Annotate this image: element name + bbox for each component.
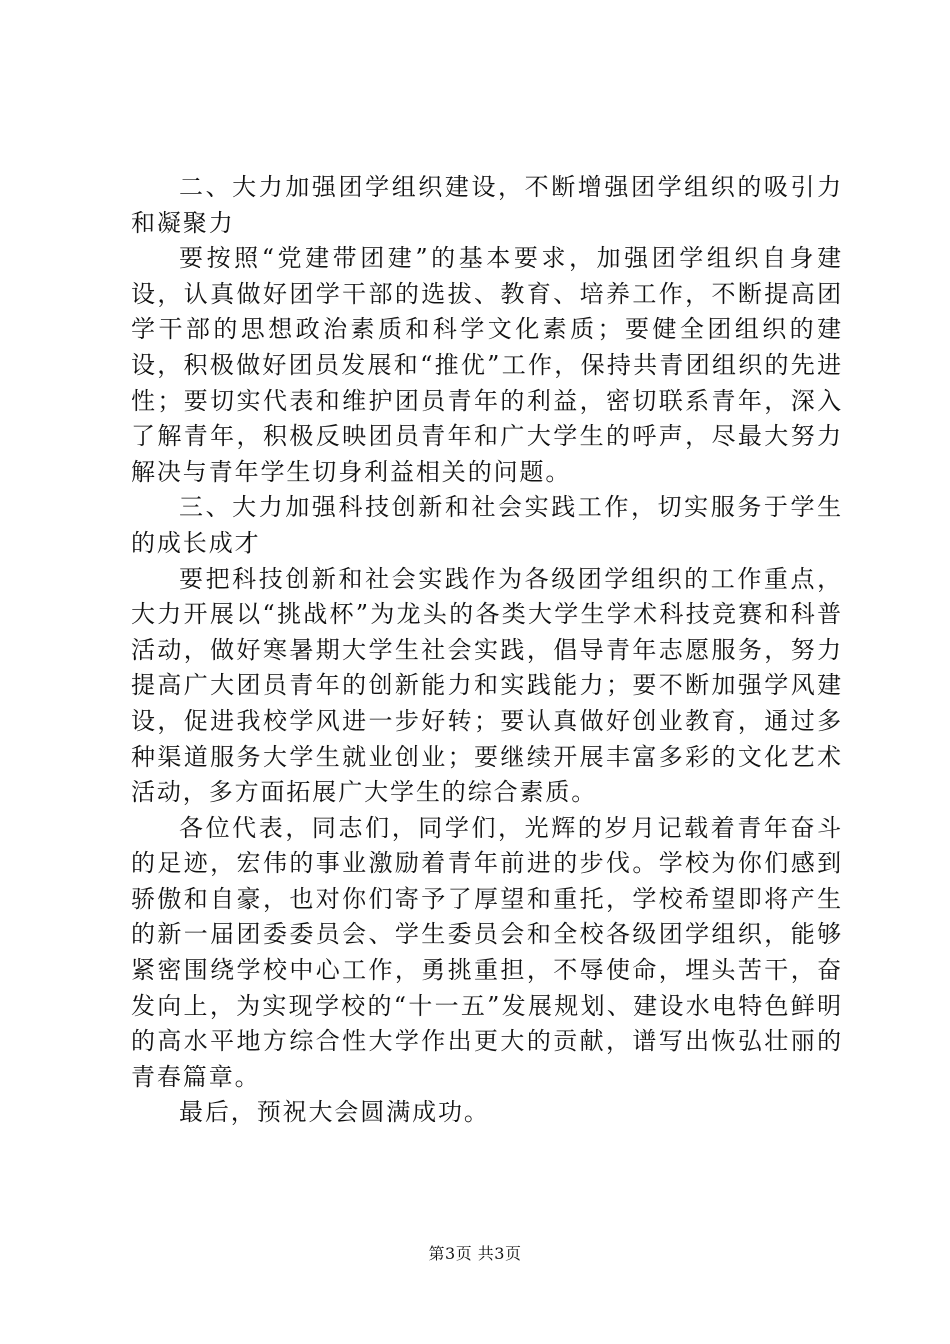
body-paragraph: 要按照“党建带团建”的基本要求，加强团学组织自身建设，认真做好团学干部的选拔、教育、培养工作，不断提高团学干部的思想政治素质和科学文化素质；要健全团组织的建设，积极做好团员发展和“推优”工作，保持共青团组织的先进性；要切实代表和维护团员青年的利益，密切联系青年，深入了解青年，积极反映团员青年和广大学生的呼声，尽最大努力解决与青年学生切身利益相关的问题。 (131, 244, 843, 486)
section-heading-2: 二、大力加强团学组织建设，不断增强团学组织的吸引力和凝聚力 (131, 173, 843, 237)
page-number-footer: 第3页 共3页 (428, 1244, 522, 1263)
final-wish: 最后，预祝大会圆满成功。 (179, 1098, 490, 1127)
document-body (131, 170, 843, 1131)
body-paragraph: 要把科技创新和社会实践作为各级团学组织的工作重点，大力开展以“挑战杯”为龙头的各类大学生学术科技竞赛和科普活动，做好寒暑期大学生社会实践，倡导青年志愿服务，努力提高广大团员青年的创新能力和实践能力；要不断加强学风建设，促进我校学风进一步好转；要认真做好创业教育，通过多种渠道服务大学生就业创业；要继续开展丰富多彩的文化艺术活动，多方面拓展广大学生的综合素质。 (131, 564, 843, 807)
closing-paragraph: 各位代表，同志们，同学们，光辉的岁月记载着青年奋斗的足迹，宏伟的事业激励着青年前进的步伐。学校为你们感到骄傲和自豪，也对你们寄予了厚望和重托，学校希望即将产生的新一届团委委员会、学生委员会和全校各级团学组织，能够紧密围绕学校中心工作，勇挑重担，不辱使命，埋头苦干，奋发向上，为实现学校的“十一五”发展规划、建设水电特色鲜明的高水平地方综合性大学作出更大的贡献，谱写出恢弘壮丽的青春篇章。 (131, 813, 843, 1091)
section-heading-3: 三、大力加强科技创新和社会实践工作，切实服务于学生的成长成才 (131, 493, 843, 557)
